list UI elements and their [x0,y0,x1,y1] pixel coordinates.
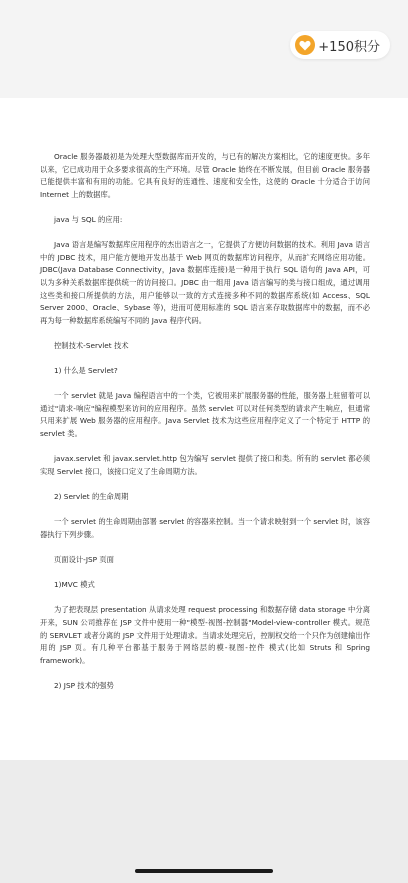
bottom-area [0,760,408,883]
section-heading: java 与 SQL 的应用: [54,214,123,224]
home-indicator[interactable] [135,869,273,873]
points-badge[interactable] [290,31,390,59]
section-heading: 页面设计-JSP 页面 [54,555,114,564]
body-paragraph: 一个 servlet 的生命周期由部署 servlet 的容器来控制。当一个请求映射到一个 servlet 时，该容器执行下列步骤。 [40,517,370,539]
document-content [40,151,370,705]
body-paragraph: Java 语言是编写数据库应用程序的杰出语言之一，它提供了方便访问数据的技术。利用 Java 语言中的 JDBC 技术，用户能方便地开发出基于 Web 网页的数据库访问程序，从而扩充网络应用功能。JDBC(Java Database Connectivity，Java 数据库连接)是一种用于执行 SQL 语句的 Java API，可以为多种关系数据库提供统一的访问接口。JDBC 由一组用 Java 语言编写的类与接口组成，通过调用这些类和接口所提供的方法，用户能够以一致的方式连接多种不同的数据库系统(如 Access、SQL Server 2000、Oracle、Sybase 等)，进而可使用标准的 SQL 语言来存取数据库中的数据，而不必再为每一种数据库系统编写不同的 Java 程序代码。 [40,240,370,325]
body-paragraph: 一个 servlet 就是 Java 编程语言中的一个类，它被用来扩展服务器的性能，服务器上驻留着可以通过"请求-响应"编程模型来访问的应用程序。虽然 servlet 可以对任何类型的请求产生响应，但通常只用来扩展 Web 服务器的应用程序。Java Servlet 技术为这些应用程序定义了一个特定于 HTTP 的 servlet 类。 [40,391,370,439]
section-heading: 控制技术-Servlet 技术 [54,340,129,350]
points-label: +150积分 [318,39,380,55]
section-heading: 2) Servlet 的生命周期 [54,492,129,502]
document-page [0,98,408,760]
top-bar [0,0,408,98]
body-paragraph: 为了把表现层 presentation 从请求处理 request processing 和数据存储 data storage 中分离开来，SUN 公司推荐在 JSP 文件中使用一种"模型-视图-控制器"Model-view-controller 模式。规范的 SERVLET 或者分离的 JSP 文件用于处理请求。当请求处理完后，控制权交给一个只作为创建输出作用的 JSP 页。有几种平台都基于服务于网络层的模-视图-控件 模式(比如 Struts 和 Spring framework)。 [40,605,370,665]
body-paragraph: Oracle 服务器最初是为处理大型数据库而开发的，与已有的解决方案相比，它的速度更快。多年以来，它已成功用于众多要求很高的生产环境。尽管 Oracle 始终在不断发展，但目前 Oracle 服务器已能提供丰富和有用的功能。它具有良好的连通性、速度和安全性，这使的 Oracle 十分适合于访问 Internet 上的数据库。 [40,152,370,199]
section-heading: 2) JSP 技术的强势 [54,680,114,690]
section-heading: 1)MVC 模式 [54,580,95,590]
heart-coin-icon [295,35,315,55]
body-paragraph: javax.servlet 和 javax.servlet.http 包为编写 servlet 提供了接口和类。所有的 servlet 都必须实现 Servlet 接口，该接口定义了生命周期方法。 [40,454,370,476]
section-heading: 1) 什么是 Servlet? [54,366,118,376]
